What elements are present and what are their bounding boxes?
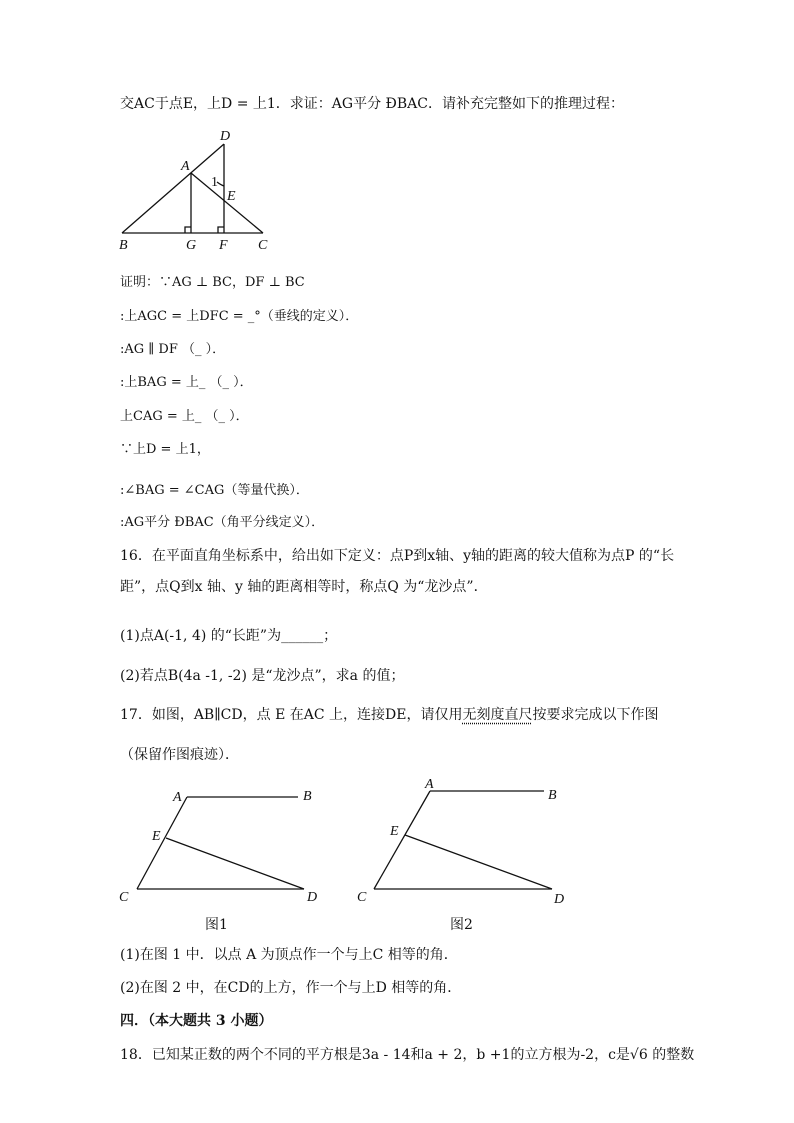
fig2-label-B: B <box>548 788 557 803</box>
fig1-label-A: A <box>173 790 182 805</box>
problem-intro: 交AC于点E，上D = 上1．求证：AG平分 ÐBAC．请补充完整如下的推理过程： <box>120 96 624 112</box>
fig1-label-C: C <box>119 890 129 905</box>
label-B: B <box>119 238 128 253</box>
fig1-label-E: E <box>152 829 161 844</box>
proof-line-7: :∠BAG = ∠CAG（等量代换）． <box>120 483 309 498</box>
q17-line-1-a: 17．如图，AB∥CD，点 E 在AC 上，连接DE，请仅用 <box>120 707 463 723</box>
q17-sub-2: (2)在图 2 中，在CD的上方，作一个与上D 相等的角． <box>120 980 462 996</box>
q16-line-2: 距”，点Q到x 轴、y 轴的距离相等时，称点Q 为“龙沙点”． <box>120 579 488 595</box>
proof-line-6: ∵上D = 上1， <box>120 442 210 457</box>
section-heading: 四．（本大题共 3 小题） <box>120 1013 273 1029</box>
fig1-label-D: D <box>307 890 318 905</box>
label-C: C <box>258 238 268 253</box>
proof-line-3: :AG ∥ DF （_ ）． <box>120 342 226 357</box>
q16-sub-2: (2)若点B(4a -1, -2) 是“龙沙点”，求a 的值； <box>120 668 405 684</box>
label-A: A <box>181 159 190 174</box>
proof-line-1: 证明：∵AG ⊥ BC，DF ⊥ BC <box>120 275 305 290</box>
q17-emphasis: 无刻度直尺 <box>462 707 533 723</box>
q17-line-1-b: 按要求完成以下作图 <box>532 707 659 723</box>
fig1-label-B: B <box>303 789 312 804</box>
label-E: E <box>227 189 236 204</box>
q16-sub-1: (1)点A(-1, 4) 的“长距”为______； <box>120 628 338 644</box>
fig2-label-D: D <box>554 892 565 907</box>
proof-line-8: :AG平分 ÐBAC（角平分线定义）． <box>120 515 325 530</box>
label-1: 1 <box>211 175 218 190</box>
figure-caption-2: 图2 <box>450 917 473 933</box>
fig2-label-A: A <box>425 777 434 792</box>
q17-sub-1: (1)在图 1 中．以点 A 为顶点作一个与上C 相等的角． <box>120 947 458 963</box>
fig2-label-C: C <box>357 890 367 905</box>
figure-caption-1: 图1 <box>205 917 228 933</box>
fig2-label-E: E <box>390 824 399 839</box>
label-F: F <box>219 238 228 253</box>
label-G: G <box>186 238 197 253</box>
q16-line-1: 16．在平面直角坐标系中，给出如下定义：点P到x轴、y轴的距离的较大值称为点P 的“长 <box>120 548 675 564</box>
q17-line-2: （保留作图痕迹）． <box>120 747 239 763</box>
q18-line-1: 18．已知某正数的两个不同的平方根是3a - 14和a + 2，b +1的立方根为-2，c是√6 的整数 <box>120 1047 695 1063</box>
label-D: D <box>220 129 231 144</box>
proof-line-5: 上CAG = 上_ （_ ）． <box>120 409 249 424</box>
proof-line-2: :上AGC = 上DFC = _°（垂线的定义）． <box>120 309 359 324</box>
proof-line-4: :上BAG = 上_ （_ ）． <box>120 375 253 390</box>
